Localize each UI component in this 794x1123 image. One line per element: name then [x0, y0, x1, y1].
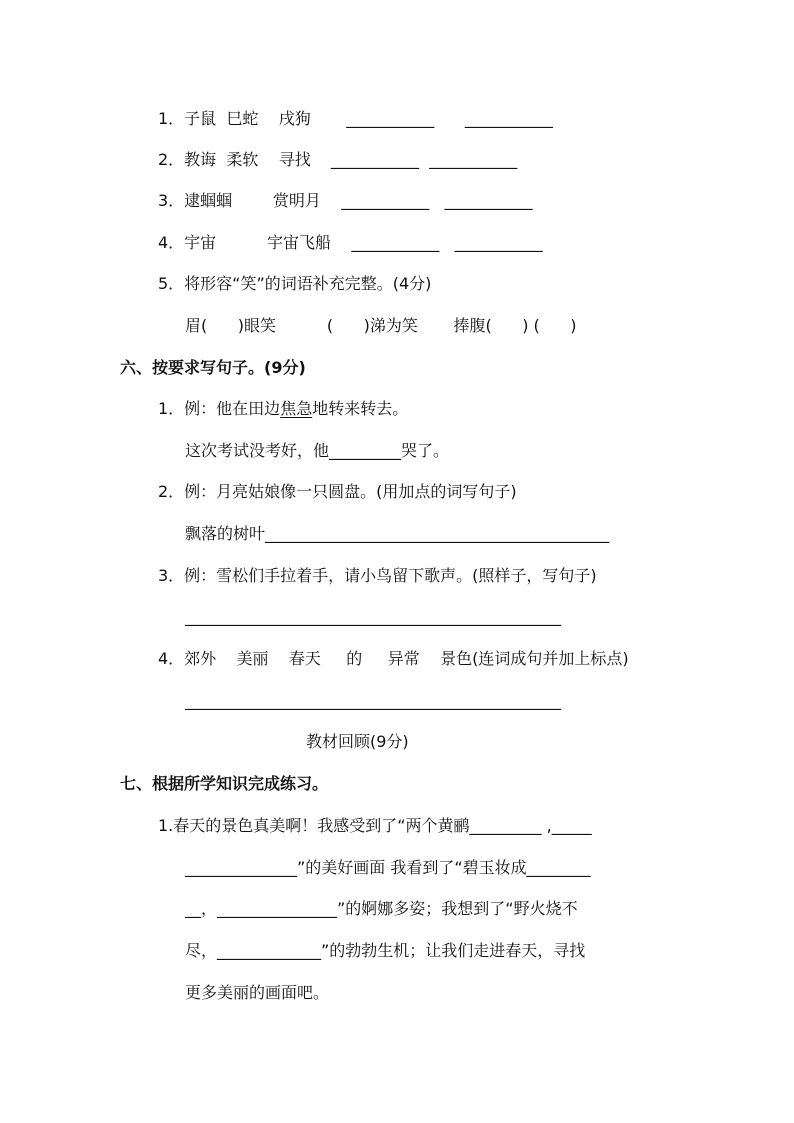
s6-item-4-answer-line: _______________________________________________: [185, 691, 561, 710]
s6-item-2-example: 2．例：月亮姑娘像一只圆盘。(用加点的词写句子): [158, 482, 517, 501]
s6-item-3-example: 3．例：雪松们手拉着手，请小鸟留下歌声。(照样子，写句子): [158, 566, 597, 585]
item-2-words: 2．教诲 柔软 寻找 ___________ ___________: [158, 150, 518, 169]
s6-item-2-answer-line: 飘落的树叶___________________________________________: [185, 524, 610, 543]
item-3-words: 3．逮蝈蝈 赏明月 ___________ ___________: [158, 191, 533, 210]
section-7-heading: 七、根据所学知识完成练习。: [120, 774, 329, 793]
s7-paragraph-line-2: ______________”的美好画面 我看到了“碧玉妆成________: [185, 858, 591, 877]
s6-item-3-answer-line: _______________________________________________: [185, 607, 561, 626]
s6-item-1-task: 这次考试没考好，他_________哭了。: [185, 441, 450, 460]
s6-item-4-words: 4．郊外 美丽 春天 的 异常 景色(连词成句并加上标点): [158, 649, 629, 668]
s7-paragraph-line-3: __，_______________”的婀娜多姿；我想到了“野火烧不: [185, 899, 578, 918]
s6-item-1-prefix: 1．例：他在田边: [158, 399, 281, 418]
item-4-words: 4．宇宙 宇宙飞船 ___________ ___________: [158, 233, 543, 252]
item-1-zodiac: 1．子鼠 巳蛇 戌狗 ___________ ___________: [158, 109, 553, 128]
review-heading: 教材回顾(9分): [306, 732, 409, 751]
item-5-instruction: 5．将形容“笑”的词语补充完整。(4分): [158, 274, 432, 293]
s6-item-1-example: [158, 398, 408, 420]
s7-paragraph-line-4: 尽，_____________”的勃勃生机；让我们走进春天，寻找: [185, 941, 586, 960]
underlined-word: 焦急: [280, 399, 313, 418]
item-5-blanks: 眉( )眼笑 ( )涕为笑 捧腹( ) ( ): [185, 316, 577, 335]
s7-paragraph-line-1: 1.春天的景色真美啊！我感受到了“两个黄鹂_________ ,_____: [158, 816, 592, 835]
section-6-heading: 六、按要求写句子。(9分): [120, 358, 306, 377]
s6-item-1-suffix: 地转来转去。: [312, 399, 409, 418]
s7-paragraph-line-5: 更多美丽的画面吧。: [185, 983, 330, 1002]
